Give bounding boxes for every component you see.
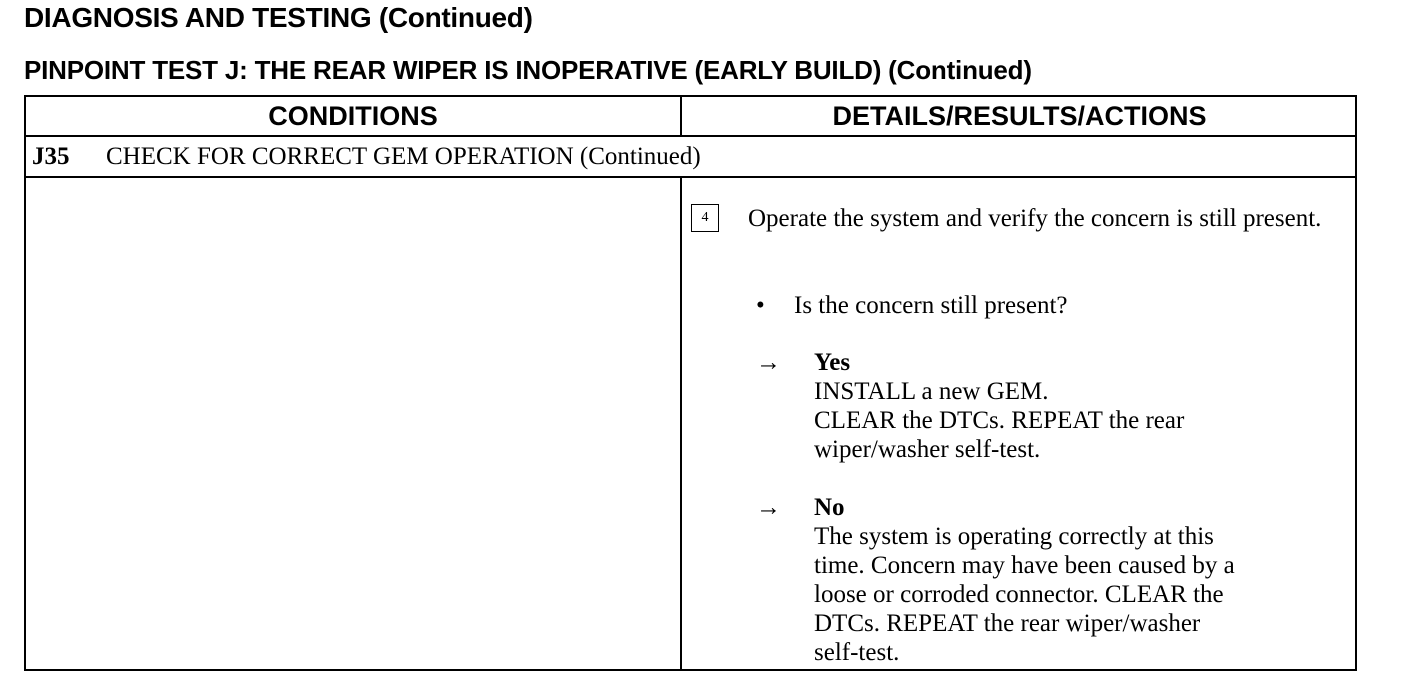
diagnostic-question: Is the concern still present? [794, 292, 1068, 319]
result-no-line: The system is operating correctly at this [814, 523, 1214, 550]
right-arrow-icon: → [756, 494, 781, 521]
result-no-line: self-test. [814, 639, 900, 666]
details-column-header: DETAILS/RESULTS/ACTIONS [832, 101, 1207, 131]
result-no [814, 493, 1344, 667]
right-arrow-icon: → [756, 349, 781, 376]
bullet-icon: • [756, 292, 765, 319]
table-header-row [26, 97, 1355, 137]
result-yes-line: wiper/washer self-test. [814, 436, 1041, 463]
page-heading: DIAGNOSIS AND TESTING (Continued) [24, 2, 533, 33]
result-yes-label: Yes [814, 349, 851, 376]
step-id: J35 [32, 143, 70, 170]
step-instruction: Operate the system and verify the concern is still present. [748, 205, 1322, 232]
details-cell [682, 178, 1357, 671]
result-no-line: loose or corroded connector. CLEAR the [814, 581, 1224, 608]
result-no-label: No [814, 494, 845, 521]
result-no-line: DTCs. REPEAT the rear wiper/washer [814, 610, 1201, 637]
result-yes-line: CLEAR the DTCs. REPEAT the rear [814, 407, 1185, 434]
result-yes-line: INSTALL a new GEM. [814, 378, 1049, 405]
step-title-row [26, 137, 1355, 178]
conditions-column-header: CONDITIONS [268, 101, 438, 131]
pinpoint-test-title: PINPOINT TEST J: THE REAR WIPER IS INOPERATIVE (EARLY BUILD) (Continued) [24, 55, 1032, 85]
step-number-box: 4 [691, 204, 719, 232]
step-title: CHECK FOR CORRECT GEM OPERATION (Continued) [106, 143, 701, 170]
result-yes [814, 348, 1344, 464]
result-no-line: time. Concern may have been caused by a [814, 552, 1235, 579]
pinpoint-test-table [24, 95, 1357, 671]
